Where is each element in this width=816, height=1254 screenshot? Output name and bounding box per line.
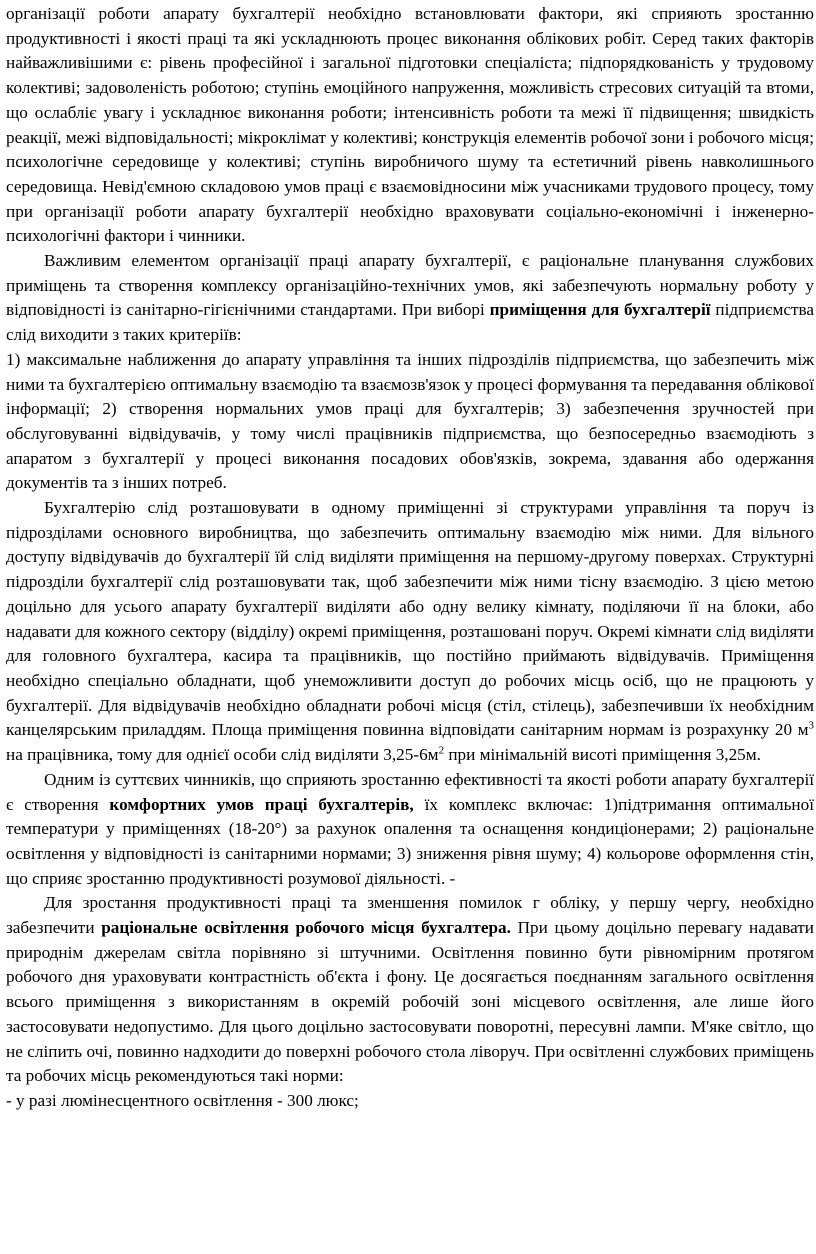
bold-term-comfort: комфортних умов праці бухгалтерів, (109, 794, 414, 814)
paragraph-4 (6, 496, 814, 768)
superscript-cubic: 3 (808, 719, 814, 732)
paragraph-text: на працівника, тому для однієї особи слід виділяти 3,25-6м (6, 745, 439, 765)
paragraph-text: Одним із суттєвих чинників, що сприяють зростанню ефективності та якості роботи апарату бухгалтерії є створення (6, 769, 814, 814)
paragraph-1 (6, 2, 814, 249)
paragraph-text: 1) максимальне наближення до апарату управління та інших підрозділів підприємства, що забезпечить між ними та бухгалтерією оптимальну взаємодію та взаємозв'язок у процесі формування та передавання облікової інформації; 2) створення нормальних умов праці для бухгалтерів; 3) забезпечення зручностей при обслуговуванні відвідувачів, у тому числі працівників підприємства, що безпосередньо взаємодіють з апаратом з бухгалтерії у процесі виконання посадових обов'язків, зокрема, здавання або одержання документів та з інших потреб. (6, 349, 814, 493)
bold-term-premises: приміщення для бухгалтерії (489, 300, 711, 320)
superscript-square: 2 (438, 744, 445, 757)
paragraph-3 (6, 348, 814, 496)
paragraph-6 (6, 891, 814, 1089)
list-item-text: - у разі люмінесцентного освітлення - 300 люкс; (6, 1090, 359, 1110)
paragraph-text: Для зростання продуктивності праці та зменшення помилок г обліку, у першу чергу, необхідно забезпечити (6, 893, 814, 938)
paragraph-5 (6, 768, 814, 892)
paragraph-text: організації роботи апарату бухгалтерії необхідно встановлювати фактори, які сприяють зростанню продуктивності і якості праці та які ускладнюють процес виконання облікових робіт. Серед таких факторів найважливішими є: рівень професійної і загальної підготовки спеціаліста; підпорядкованість у трудовому колективі; задоволеність роботою; ступінь емоційного напруження, можливість стресових ситуацій та втоми, що ослабліє увагу і ускладнює виконання роботи; інтенсивність роботи та межі її підвищення; швидкість реакції, межі відповідальності; мікроклімат у колективі; конструкція елементів робочої зони і робочого місця; психологічне середовище у колективі; ступінь виробничого шуму та естетичний рівень навколишнього середовища. Невід'ємною складовою умов праці є взаємовідносини між учасниками трудового процесу, тому при організації роботи апарату бухгалтерії необхідно враховувати соціально-економічні і інженерно-психологічні фактори і чинники. (6, 4, 814, 246)
bold-term-lighting: раціональне освітлення робочого місця бухгалтера. (101, 918, 511, 938)
paragraph-text: Важливим елементом організації праці апарату бухгалтерії, є раціональне планування службових приміщень та створення комплексу організаційно-технічних умов, які забезпечують нормальну роботу у відповідності із санітарно-гігієнічними стандартами. При виборі (6, 251, 814, 320)
paragraph-text: при мінімальній висоті приміщення 3,25м. (444, 745, 761, 765)
paragraph-text: При цьому доцільно перевагу надавати природнім джерелам світла порівняно зі штучними. Освітлення повинно бути рівномірним протягом робочого дня ураховувати контрастність об'єкта і фону. Це досягається поєднанням загального освітлення всього приміщення з використанням в окремій робочій зоні місцевого освітлення, але лише його застосовувати недопустимо. Для цього доцільно застосовувати поворотні, пересувні лампи. М'яке світло, що не сліпить очі, повинно надходити до поверхні робочого стола ліворуч. При освітленні службових приміщень та робочих місць рекомендуються такі норми: (6, 918, 814, 1086)
paragraph-text: підприємства слід виходити з таких критеріїв: (6, 300, 814, 345)
paragraph-text: Бухгалтерію слід розташовувати в одному приміщенні зі структурами управління та поруч із підрозділами основного виробництва, що забезпечить оптимальну взаємодію між ними. Для вільного доступу відвідувачів до бухгалтерії їй слід виділяти приміщення на першому-другому поверхах. Структурні підрозділи бухгалтерії слід розташовувати так, щоб забезпечити між ними тісну взаємодію. З цією метою доцільно для усього апарату бухгалтерії виділяти або одну велику кімнату, поділяючи її на блоки, або надавати для кожного сектору (відділу) окремі приміщення, розташовані поруч. Окремі кімнати слід виділяти для головного бухгалтера, касира та працівників, що постійно приймають відвідувачів. Приміщення необхідно спеціально обладнати, щоб унеможливити доступ до робочих місць осіб, що не працюють у бухгалтерії. Для відвідувачів необхідно обладнати робочі місця (стіл, стілець), забезпечивши їх необхідним канцелярським приладдям. Площа приміщення повинна відповідати санітарним нормам із розрахунку 20 м (6, 498, 814, 740)
document-page (6, 2, 814, 1114)
paragraph-2 (6, 249, 814, 348)
list-item (6, 1089, 814, 1114)
paragraph-text: їх комплекс включає: 1)підтримання оптимальної температури у приміщеннях (18-20°) за рахунок опалення та оснащення кондиціонерами; 2) раціональне освітлення у відповідності із санітарними нормами; 3) зниження рівня шуму; 4) кольорове оформлення стін, що сприяє зростанню продуктивності розумової діяльності. - (6, 794, 814, 888)
